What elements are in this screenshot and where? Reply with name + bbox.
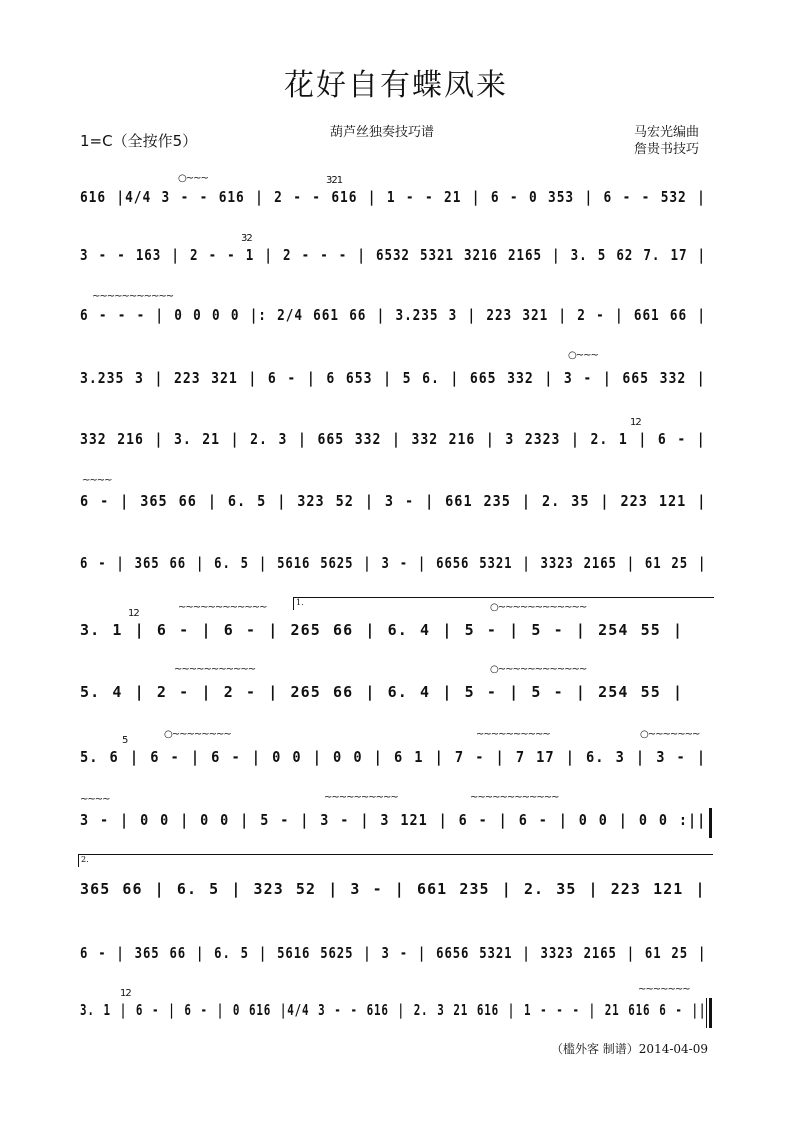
trill-ornament: ~~~~~~~~~~	[324, 792, 398, 803]
final-barline	[709, 998, 712, 1028]
trill-ornament: ○~~~~~~~~	[164, 729, 231, 740]
notation-line: 3. 1 | 6 - | 6 - | 265 66 | 6. 4 | 5 - | 5 - | 254 55 |	[80, 621, 684, 639]
score-row-7	[78, 551, 712, 581]
credits	[634, 124, 699, 158]
composer-credit: 马宏光编曲	[634, 125, 700, 140]
trill-ornament: ~~~~	[80, 794, 110, 805]
score-row-12	[78, 877, 712, 907]
footer-credit: （槛外客 制谱）2014-04-09	[550, 1042, 708, 1056]
score-row-14	[78, 984, 712, 1028]
score-row-5	[78, 417, 712, 457]
trill-ornament: ~~~~	[82, 475, 112, 486]
trill-ornament: ○~~~	[178, 173, 208, 184]
notation-line: 6 - | 365 66 | 6. 5 | 5616 5625 | 3 - | 6656 5321 | 3323 2165 | 61 25 |	[80, 944, 707, 962]
score-row-2	[78, 233, 712, 273]
notation-line: 3.235 3 | 223 321 | 6 - | 6 653 | 5 6. | 665 332 | 3 - | 665 332 |	[80, 369, 706, 387]
grace-note: 12	[120, 988, 131, 999]
score-row-4	[78, 350, 712, 396]
trill-ornament: ~~~~~~~~~~~	[174, 664, 256, 675]
notation-line: 5. 4 | 2 - | 2 - | 265 66 | 6. 4 | 5 - | 5 - | 254 55 |	[80, 683, 684, 701]
score-row-6	[78, 475, 712, 519]
score-row-1	[78, 173, 712, 215]
trill-ornament: ○~~~~~~~~~~~~	[490, 664, 587, 675]
trill-ornament: ~~~~~~~	[638, 984, 690, 995]
key-signature: 1=C（全按作5）	[80, 132, 198, 150]
second-ending-bracket: 2.	[78, 854, 713, 867]
notation-line: 5. 6 | 6 - | 6 - | 0 0 | 0 0 | 6 1 | 7 - | 7 17 | 6. 3 | 3 - |	[80, 748, 707, 766]
grace-note: 12	[630, 417, 641, 428]
trill-ornament: ~~~~~~~~~~~	[92, 291, 174, 302]
trill-ornament: ○~~~~~~~~~~~~	[490, 602, 587, 613]
score-row-9	[78, 664, 712, 710]
first-ending-bracket: 1.	[293, 597, 714, 610]
final-barline-thin	[706, 998, 707, 1028]
notation-line: 3. 1 | 6 - | 6 - | 0 616 |4/4 3 - - 616 | 2. 3 21 616 | 1 - - - | 21 616 6 - ||	[80, 1001, 707, 1019]
notation-line: 616 |4/4 3 - - 616 | 2 - - 616 | 1 - - 21 | 6 - 0 353 | 6 - - 532 |	[80, 188, 706, 206]
score-row-3	[78, 291, 712, 333]
notation-line: 332 216 | 3. 21 | 2. 3 | 665 332 | 332 216 | 3 2323 | 2. 1 | 6 - |	[80, 430, 706, 448]
score-row-10	[78, 729, 712, 775]
trill-ornament: ~~~~~~~~~~~~	[178, 602, 267, 613]
notation-line: 6 - | 365 66 | 6. 5 | 323 52 | 3 - | 661 235 | 2. 35 | 223 121 |	[80, 492, 707, 510]
score-row-13	[78, 941, 712, 971]
grace-note: 5	[122, 735, 128, 746]
trill-ornament: ~~~~~~~~~~	[476, 729, 550, 740]
score-title: 花好自有蝶凤来	[284, 68, 508, 103]
notation-line: 3 - - 163 | 2 - - 1 | 2 - - - | 6532 5321 3216 2165 | 3. 5 62 7. 17 |	[80, 246, 707, 264]
score-row-8	[78, 602, 712, 648]
trill-ornament: ○~~~~~~~	[640, 729, 700, 740]
trill-ornament: ○~~~	[568, 350, 598, 361]
notation-line: 365 66 | 6. 5 | 323 52 | 3 - | 661 235 | 2. 35 | 223 121 |	[80, 880, 706, 898]
grace-note: 12	[128, 608, 139, 619]
score-subtitle: 葫芦丝独奏技巧谱	[330, 125, 435, 140]
grace-note: 32	[241, 233, 252, 244]
repeat-end-barline	[709, 808, 712, 838]
trill-ornament: ~~~~~~~~~~~~	[470, 792, 559, 803]
notation-line: 6 - - - | 0 0 0 0 |: 2/4 661 66 | 3.235 3 | 223 321 | 2 - | 661 66 |	[80, 306, 706, 324]
notation-line: 6 - | 365 66 | 6. 5 | 5616 5625 | 3 - | 6656 5321 | 3323 2165 | 61 25 |	[80, 554, 707, 572]
notation-line: 3 - | 0 0 | 0 0 | 5 - | 3 - | 3 121 | 6 - | 6 - | 0 0 | 0 0 :||	[80, 811, 707, 829]
arranger-credit: 詹贵书技巧	[634, 142, 700, 157]
grace-note: 321	[326, 175, 343, 186]
score-row-11	[78, 792, 712, 838]
